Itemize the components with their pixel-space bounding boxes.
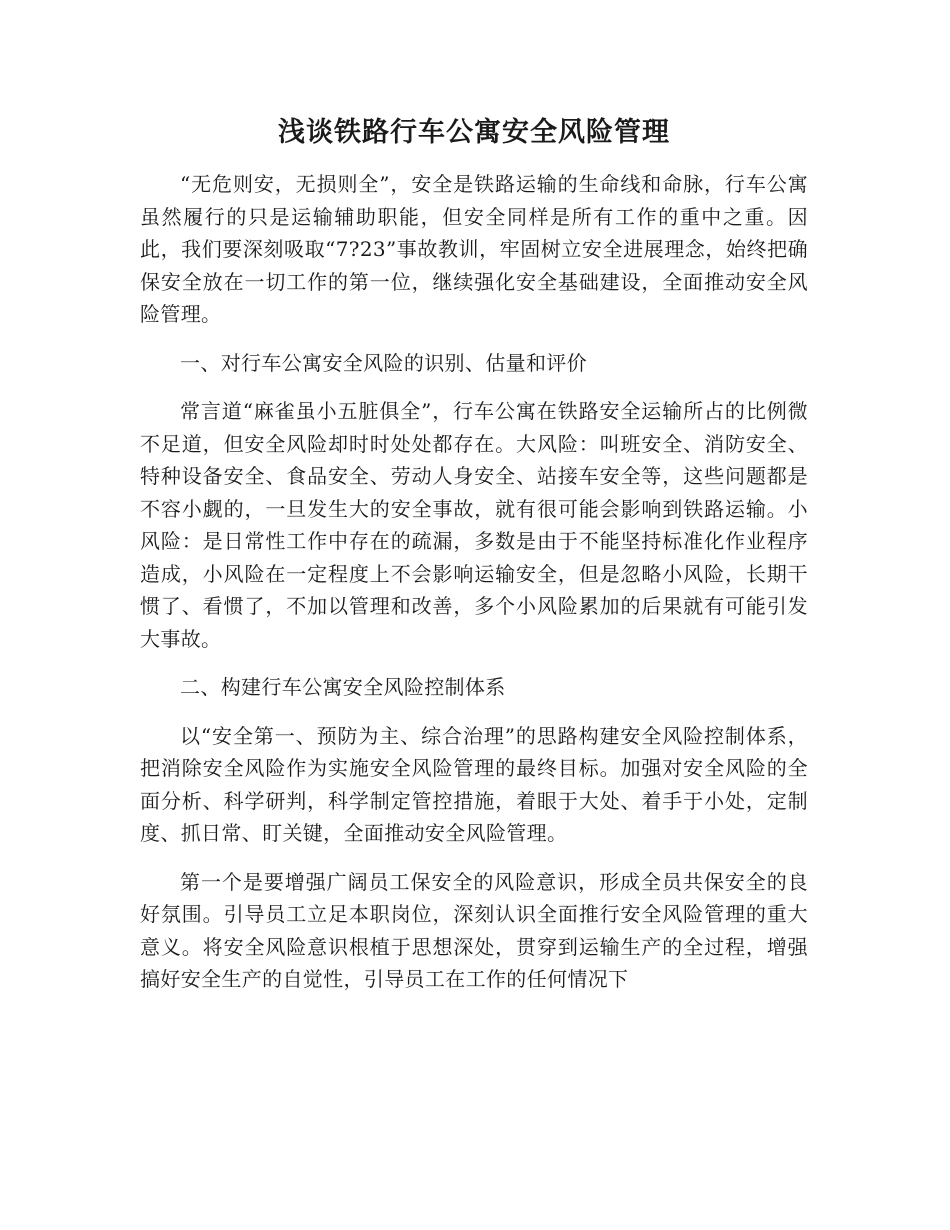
document-title: 浅谈铁路行车公寓安全风险管理	[278, 117, 670, 148]
paragraph-control-system: 以“安全第一、预防为主、综合治理”的思路构建安全风险控制体系，把消除安全风险作为实施安全风险管理的最终目标。加强对安全风险的全面分析、科学研判，科学制定管控措施，着眼于大处、着手于小处，定制度、抓日常、盯关键，全面推动安全风险管理。	[140, 723, 808, 845]
section-heading-1: 一、对行车公寓安全风险的识别、估量和评价	[180, 350, 587, 375]
section-heading-2: 二、构建行车公寓安全风险控制体系	[180, 675, 506, 699]
paragraph-intro: “无危则安，无损则全”，安全是铁路运输的生命线和命脉，行车公寓虽然履行的只是运输辅助职能，但安全同样是所有工作的重中之重。因此，我们要深刻吸取“7?23”事故教训，牢固树立安全进展理念，始终把确保安全放在一切工作的第一位，继续强化安全基础建设，全面推动安全风险管理。	[140, 172, 808, 326]
document-page	[140, 108, 808, 1012]
paragraph-risk-awareness: 第一个是要增强广阔员工保安全的风险意识，形成全员共保安全的良好氛围。引导员工立足本职岗位，深刻认识全面推行安全风险管理的重大意义。将安全风险意识根植于思想深处，贯穿到运输生产的全过程，增强搞好安全生产的自觉性，引导员工在工作的任何情况下	[140, 869, 808, 991]
paragraph-risk-identification: 常言道“麻雀虽小五脏俱全”，行车公寓在铁路安全运输所占的比例微不足道，但安全风险却时时处处都存在。大风险：叫班安全、消防安全、特种设备安全、食品安全、劳动人身安全、站接车安全等，这些问题都是不容小觑的，一旦发生大的安全事故，就有很可能会影响到铁路运输。小风险：是日常性工作中存在的疏漏，多数是由于不能坚持标准化作业程序造成，小风险在一定程度上不会影响运输安全，但是忽略小风险，长期干惯了、看惯了，不加以管理和改善，多个小风险累加的后果就有可能引发大事故。	[140, 399, 808, 651]
